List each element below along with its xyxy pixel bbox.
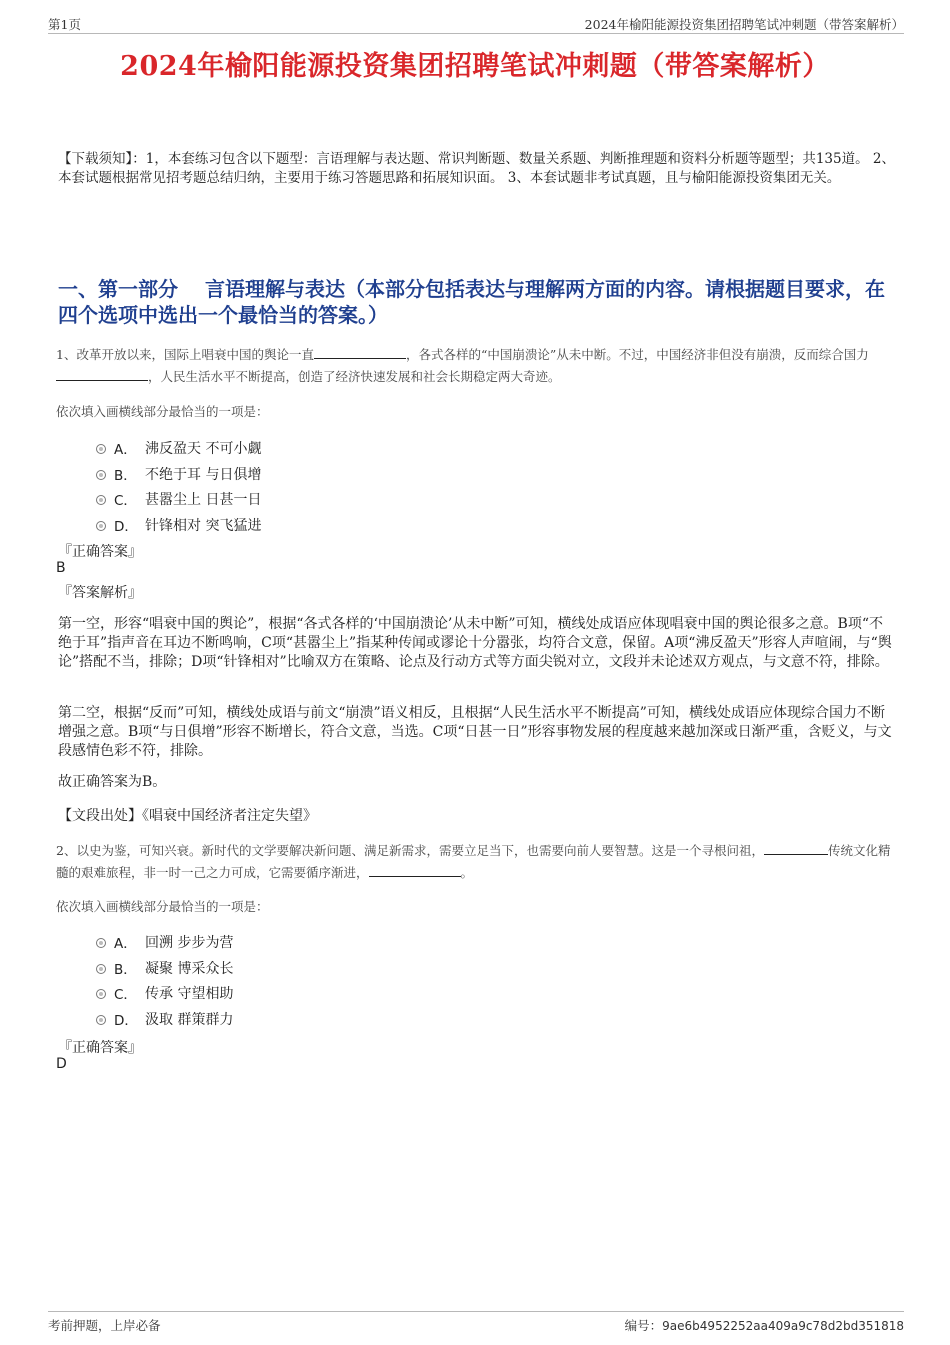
question-2-prompt: 依次填入画横线部分最恰当的一项是： [56, 899, 269, 914]
radio-icon[interactable] [96, 444, 106, 454]
section-heading: 一、第一部分 言语理解与表达（本部分包括表达与理解两方面的内容。请根据题目要求，在四个选项中选出一个最恰当的答案。） [58, 277, 885, 327]
question-1-analysis-paragraph-1: 第一空，形容“唱衰中国的舆论”，根据“各式各样的‘中国崩溃论’从未中断”可知，横线处成语应体现唱衰中国的舆论很多之意。B项“不绝于耳”指声音在耳边不断鸣响，C项“甚嚣尘上”指某种传闻或谬论十分嚣张，均符合文意，保留。A项“沸反盈天”形容人声喧闹，与“舆论”搭配不当，排除；D项“针锋相对”比喻双方在策略、论点及行动方式等方面尖锐对立，文段并未论述双方观点，与文意不符，排除。 [58, 616, 892, 671]
question-2-blank-2 [369, 864, 461, 877]
option-text: 汲取 群策群力 [145, 1011, 234, 1028]
option-text: 不绝于耳 与日俱增 [145, 466, 262, 483]
radio-icon[interactable] [96, 989, 106, 999]
question-2-text-part-a: 2、以史为鉴，可知兴衰。新时代的文学要解决新问题、满足新需求，需要立足当下，也需要向前人要智慧。这是一个寻根问祖， [56, 843, 764, 858]
radio-icon[interactable] [96, 470, 106, 480]
option-letter: B． [114, 467, 137, 484]
option-letter: D． [114, 1012, 138, 1029]
option-text: 针锋相对 突飞猛进 [145, 517, 262, 534]
footer-serial-code: 9ae6b4952252aa409a9c78d2bd351818 [662, 1319, 904, 1333]
radio-icon[interactable] [96, 1015, 106, 1025]
question-1-blank-1 [314, 346, 406, 359]
question-2-text [56, 840, 898, 884]
radio-icon[interactable] [96, 495, 106, 505]
question-1-text-part-b: ，各式各样的“中国崩溃论”从未中断。不过，中国经济非但没有崩溃，反而综合国力 [405, 347, 869, 362]
question-1-text [56, 344, 898, 388]
question-1-text-part-c: ，人民生活水平不断提高，创造了经济快速发展和社会长期稳定两大奇迹。 [148, 369, 561, 384]
page-header [48, 14, 904, 34]
document-title: 2024年榆阳能源投资集团招聘笔试冲刺题（带答案解析） [120, 51, 830, 82]
question-1-prompt: 依次填入画横线部分最恰当的一项是： [56, 404, 269, 419]
download-notice: 【下载须知】：1，本套练习包含以下题型：言语理解与表达题、常识判断题、数量关系题、判断推理题和资料分析题等题型；共135道。 2、本套试题根据常见招考题总结归纳，主要用于练习答题思路和拓展知识面。 3、本套试题非考试真题，且与榆阳能源投资集团无关。 [58, 151, 895, 186]
radio-icon[interactable] [96, 964, 106, 974]
option-text: 沸反盈天 不可小觑 [145, 441, 262, 457]
question-1-answer-label: 『正确答案』 [58, 544, 142, 560]
footer-serial [625, 1316, 904, 1334]
question-1-text-part-a: 1、改革开放以来，国际上唱衰中国的舆论一直 [56, 347, 314, 362]
header-doc-title: 2024年榆阳能源投资集团招聘笔试冲刺题（带答案解析） [584, 17, 904, 32]
question-2-answer: D [56, 1056, 67, 1072]
option-letter: A． [114, 936, 137, 952]
option-text: 传承 守望相助 [145, 986, 234, 1003]
option-text: 凝聚 博采众长 [145, 960, 234, 977]
option-letter: C． [114, 493, 137, 510]
option-text: 甚嚣尘上 日甚一日 [145, 492, 262, 509]
question-1-source: 【文段出处】《唱衰中国经济者注定失望》 [58, 808, 317, 824]
page-footer [48, 1311, 904, 1333]
option-letter: B． [114, 961, 137, 978]
question-2-answer-label: 『正确答案』 [58, 1040, 142, 1056]
question-1-analysis-label: 『答案解析』 [58, 585, 142, 601]
option-letter: C． [114, 987, 137, 1004]
question-1-conclusion: 故正确答案为B。 [58, 774, 167, 790]
question-2-text-part-c: 。 [460, 865, 474, 880]
page-number: 第1页 [48, 17, 81, 32]
footer-slogan: 考前押题，上岸必备 [48, 1318, 161, 1333]
option-letter: D． [114, 518, 138, 535]
question-1-blank-2 [56, 368, 148, 381]
question-1-analysis-paragraph-2: 第二空，根据“反而”可知，横线处成语与前文“崩溃”语义相反，且根据“人民生活水平不断提高”可知，横线处成语应体现综合国力不断增强之意。B项“与日俱增”形容不断增长，符合文意，当选。C项“日甚一日”形容事物发展的程度越来越加深或日渐严重，含贬义，与文段感情色彩不符，排除。 [58, 705, 892, 760]
question-2-blank-1 [764, 842, 828, 855]
question-1-answer: B [56, 560, 66, 576]
radio-icon[interactable] [96, 521, 106, 531]
option-text: 回溯 步步为营 [145, 935, 234, 951]
question-2-text-part-b: 传统文化精髓的艰难旅程，非一时一己之力可成，它需要循序渐进， [56, 843, 891, 880]
option-letter: A． [114, 442, 137, 458]
footer-serial-label: 编号： [624, 1318, 663, 1333]
radio-icon[interactable] [96, 938, 106, 948]
